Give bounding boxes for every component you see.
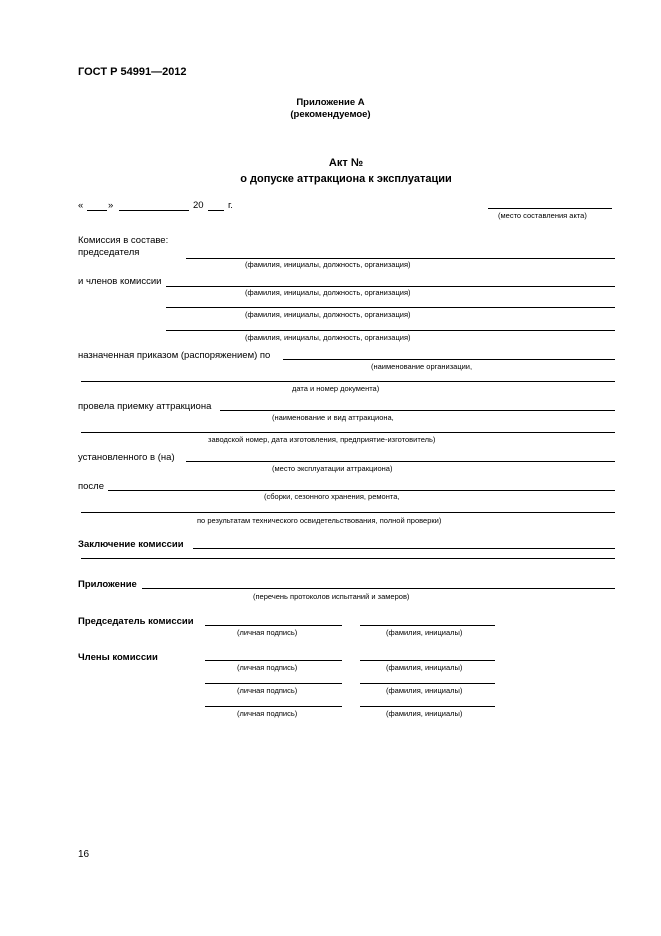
inspection-field-line-1[interactable] (220, 410, 615, 411)
date-century: 20 (193, 200, 204, 211)
after-hint-2: по результатам технического освидетельствования, полной проверки) (197, 516, 442, 525)
installed-field-line[interactable] (186, 461, 615, 462)
installed-hint: (место эксплуатации аттракциона) (272, 464, 393, 473)
day-field-line[interactable] (87, 210, 107, 211)
page-number: 16 (78, 849, 90, 860)
commission-intro: Комиссия в составе: (78, 235, 169, 246)
place-hint: (место составления акта) (498, 211, 587, 220)
installed-label: установленного в (на) (78, 452, 175, 463)
place-field-line[interactable] (488, 208, 612, 209)
conclusion-field-line-1[interactable] (193, 548, 615, 549)
member-1-hint: (фамилия, инициалы, должность, организация) (245, 288, 411, 297)
member-2-name-hint: (фамилия, инициалы) (386, 686, 463, 695)
member-2-hint: (фамилия, инициалы, должность, организация) (245, 310, 411, 319)
inspection-label: провела приемку аттракциона (78, 401, 212, 412)
appendix-status: (рекомендуемое) (290, 109, 371, 120)
after-hint-1: (сборки, сезонного хранения, ремонта, (264, 492, 400, 501)
member-3-name-line[interactable] (360, 706, 495, 707)
appointed-field-line-2[interactable] (81, 381, 615, 382)
appointed-label: назначенная приказом (распоряжением) по (78, 350, 271, 361)
appointed-hint-2: дата и номер документа) (292, 384, 380, 393)
month-field-line[interactable] (119, 210, 189, 211)
chairman-signature-label: Председатель комиссии (78, 616, 194, 627)
chairman-name-hint: (фамилия, инициалы) (386, 628, 463, 637)
after-field-line-1[interactable] (108, 490, 615, 491)
after-field-line-2[interactable] (81, 512, 615, 513)
member-2-field-line[interactable] (166, 307, 615, 308)
member-3-field-line[interactable] (166, 330, 615, 331)
date-open-quote: « (78, 200, 84, 211)
chair-label: председателя (78, 247, 140, 258)
member-1-signature-hint: (личная подпись) (237, 663, 298, 672)
appointed-field-line-1[interactable] (283, 359, 615, 360)
date-close-quote: » (108, 200, 114, 211)
date-year-suffix: г. (228, 200, 233, 211)
after-label: после (78, 481, 105, 492)
chairman-signature-hint: (личная подпись) (237, 628, 298, 637)
conclusion-label: Заключение комиссии (78, 539, 184, 550)
year-field-line[interactable] (208, 210, 224, 211)
member-2-name-line[interactable] (360, 683, 495, 684)
member-1-field-line[interactable] (166, 286, 615, 287)
member-1-name-hint: (фамилия, инициалы) (386, 663, 463, 672)
members-signature-label: Члены комиссии (78, 652, 158, 663)
annex-hint: (перечень протоколов испытаний и замеров) (253, 592, 410, 601)
member-2-signature-line[interactable] (205, 683, 342, 684)
act-title: Акт № (328, 157, 364, 169)
member-1-name-line[interactable] (360, 660, 495, 661)
chair-field-line[interactable] (186, 258, 615, 259)
member-1-signature-line[interactable] (205, 660, 342, 661)
member-2-signature-hint: (личная подпись) (237, 686, 298, 695)
chairman-name-line[interactable] (360, 625, 495, 626)
annex-field-line[interactable] (142, 588, 615, 589)
appointed-hint-1: (наименование организации, (371, 362, 473, 371)
inspection-field-line-2[interactable] (81, 432, 615, 433)
act-subtitle: о допуске аттракциона к эксплуатации (240, 173, 452, 185)
inspection-hint-1: (наименование и вид аттракциона, (272, 413, 394, 422)
member-3-name-hint: (фамилия, инициалы) (386, 709, 463, 718)
chairman-signature-line[interactable] (205, 625, 342, 626)
annex-label: Приложение (78, 579, 137, 590)
chair-hint: (фамилия, инициалы, должность, организация) (245, 260, 411, 269)
appendix-title: Приложение А (296, 97, 365, 108)
conclusion-field-line-2[interactable] (81, 558, 615, 559)
document-standard-number: ГОСТ Р 54991—2012 (78, 66, 187, 78)
inspection-hint-2: заводской номер, дата изготовления, предприятие-изготовитель) (208, 435, 436, 444)
member-3-signature-line[interactable] (205, 706, 342, 707)
members-label: и членов комиссии (78, 276, 162, 287)
member-3-signature-hint: (личная подпись) (237, 709, 298, 718)
member-3-hint: (фамилия, инициалы, должность, организация) (245, 333, 411, 342)
